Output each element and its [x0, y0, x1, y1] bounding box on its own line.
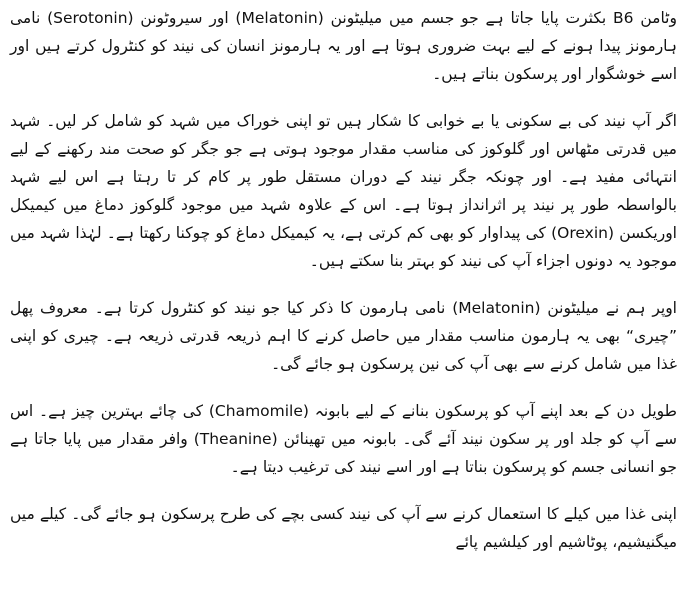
paragraph-cherry: اوپر ہم نے میلیٹونن (Melatonin) نامی ہارمون کا ذکر کیا جو نیند کو کنٹرول کرتا ہے۔ معروف پھل ”چیری“ بھی یہ ہارمون مناسب مقدار میں حاصل کرنے کا اہم ذریعہ قدرتی ذریعہ ہے۔ چیری کو اپنی غذا میں شامل کرنے سے بھی آپ کی نین پرسکون ہو جائے گی۔: [10, 299, 677, 373]
paragraph-chamomile: طویل دن کے بعد اپنے آپ کو پرسکون بنانے کے لیے بابونہ (Chamomile) کی چائے بہترین چیز ہے۔ اس سے آپ کو جلد اور پر سکون نیند آئے گی۔ بابونہ میں تھینائن (Theanine) وافر مقدار میں پایا جاتا ہے جو انسانی جسم کو پرسکون بناتا ہے اور اسے نیند کی ترغیب دیتا ہے۔: [10, 402, 677, 476]
paragraph-banana: اپنی غذا میں کیلے کا استعمال کرنے سے آپ کی نیند کسی بچے کی طرح پرسکون ہو جائے گی۔ کیلے میں میگنیشیم، پوٹاشیم اور کیلشیم پائے: [10, 505, 677, 551]
paragraph-honey: اگر آپ نیند کی بے سکونی یا بے خوابی کا شکار ہیں تو اپنی خوراک میں شہد کو شامل کر لیں۔ شہد میں قدرتی مٹھاس اور گلوکوز کی مناسب مقدار موجود ہوتی ہے جو جگر کو صحت مند رکھنے کے لیے انتہائی مفید ہے۔ اور چونکہ جگر نیند کے دوران مستقل طور پر کام کر تا رہتا ہے اس لیے شہد بالواسطہ طور پر نیند پر اثرانداز ہوتا ہے۔ اس کے علاوہ شہد میں موجود گلوکوز دماغ میں کیمیکل اوریکسن (Orexin) کی پیداوار کو بھی کم کرتی ہے، یہ کیمیکل دماغ کو چوکنا رکھتا ہے۔ لہٰذا شہد میں موجود یہ دونوں اجزاء آپ کی نیند کو بہتر بنا سکتے ہیں۔: [10, 112, 677, 270]
paragraph-vitamin-b6: وٹامن B6 بکثرت پایا جاتا ہے جو جسم میں میلیٹونن (Melatonin) اور سیروٹونن (Serotonin) نامی ہارمونز پیدا ہونے کے لیے بہت ضروری ہوتا ہے اور یہ ہارمونز انسان کی نیند کو کنٹرول کرتے ہیں اور اسے خوشگوار اور پرسکون بناتے ہیں۔: [10, 9, 677, 83]
